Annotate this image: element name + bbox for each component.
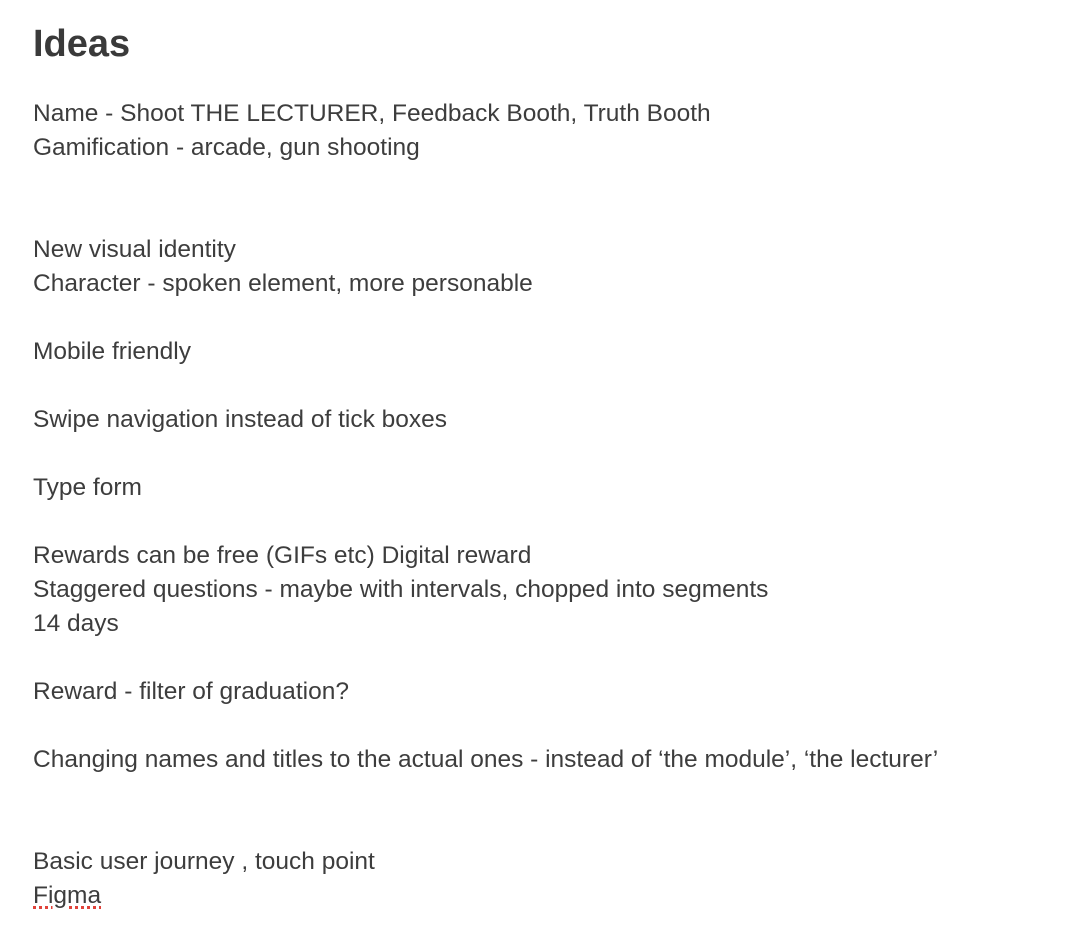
note-body[interactable] bbox=[33, 20, 1073, 913]
note-line: Staggered questions - maybe with intervals, chopped into segments bbox=[33, 576, 769, 603]
note-line: Reward - filter of graduation? bbox=[33, 678, 349, 705]
blank-line bbox=[33, 641, 1073, 675]
blank-line bbox=[33, 777, 1073, 811]
blank-line bbox=[33, 301, 1073, 335]
blank-line bbox=[33, 165, 1073, 199]
note-line: Type form bbox=[33, 474, 142, 501]
spellcheck-flagged-word[interactable]: Figma bbox=[33, 882, 102, 909]
note-line: Basic user journey , touch point bbox=[33, 848, 375, 875]
blank-line bbox=[33, 709, 1073, 743]
note-line: New visual identity bbox=[33, 236, 236, 263]
note-line: Mobile friendly bbox=[33, 338, 191, 365]
note-line: Rewards can be free (GIFs etc) Digital reward bbox=[33, 542, 532, 569]
blank-line bbox=[33, 505, 1073, 539]
note-line-last bbox=[33, 879, 1073, 913]
blank-line bbox=[33, 369, 1073, 403]
blank-line bbox=[33, 437, 1073, 471]
note-line: 14 days bbox=[33, 610, 119, 637]
note-line: Changing names and titles to the actual ones - instead of ‘the module’, ‘the lecturer’ bbox=[33, 746, 939, 773]
note-title: Ideas bbox=[33, 23, 131, 65]
note-line: Swipe navigation instead of tick boxes bbox=[33, 406, 448, 433]
note-line: Name - Shoot THE LECTURER, Feedback Booth, Truth Booth bbox=[33, 100, 711, 127]
blank-line bbox=[33, 199, 1073, 233]
blank-line bbox=[33, 811, 1073, 845]
note-line: Gamification - arcade, gun shooting bbox=[33, 134, 420, 161]
note-line: Character - spoken element, more personable bbox=[33, 270, 533, 297]
